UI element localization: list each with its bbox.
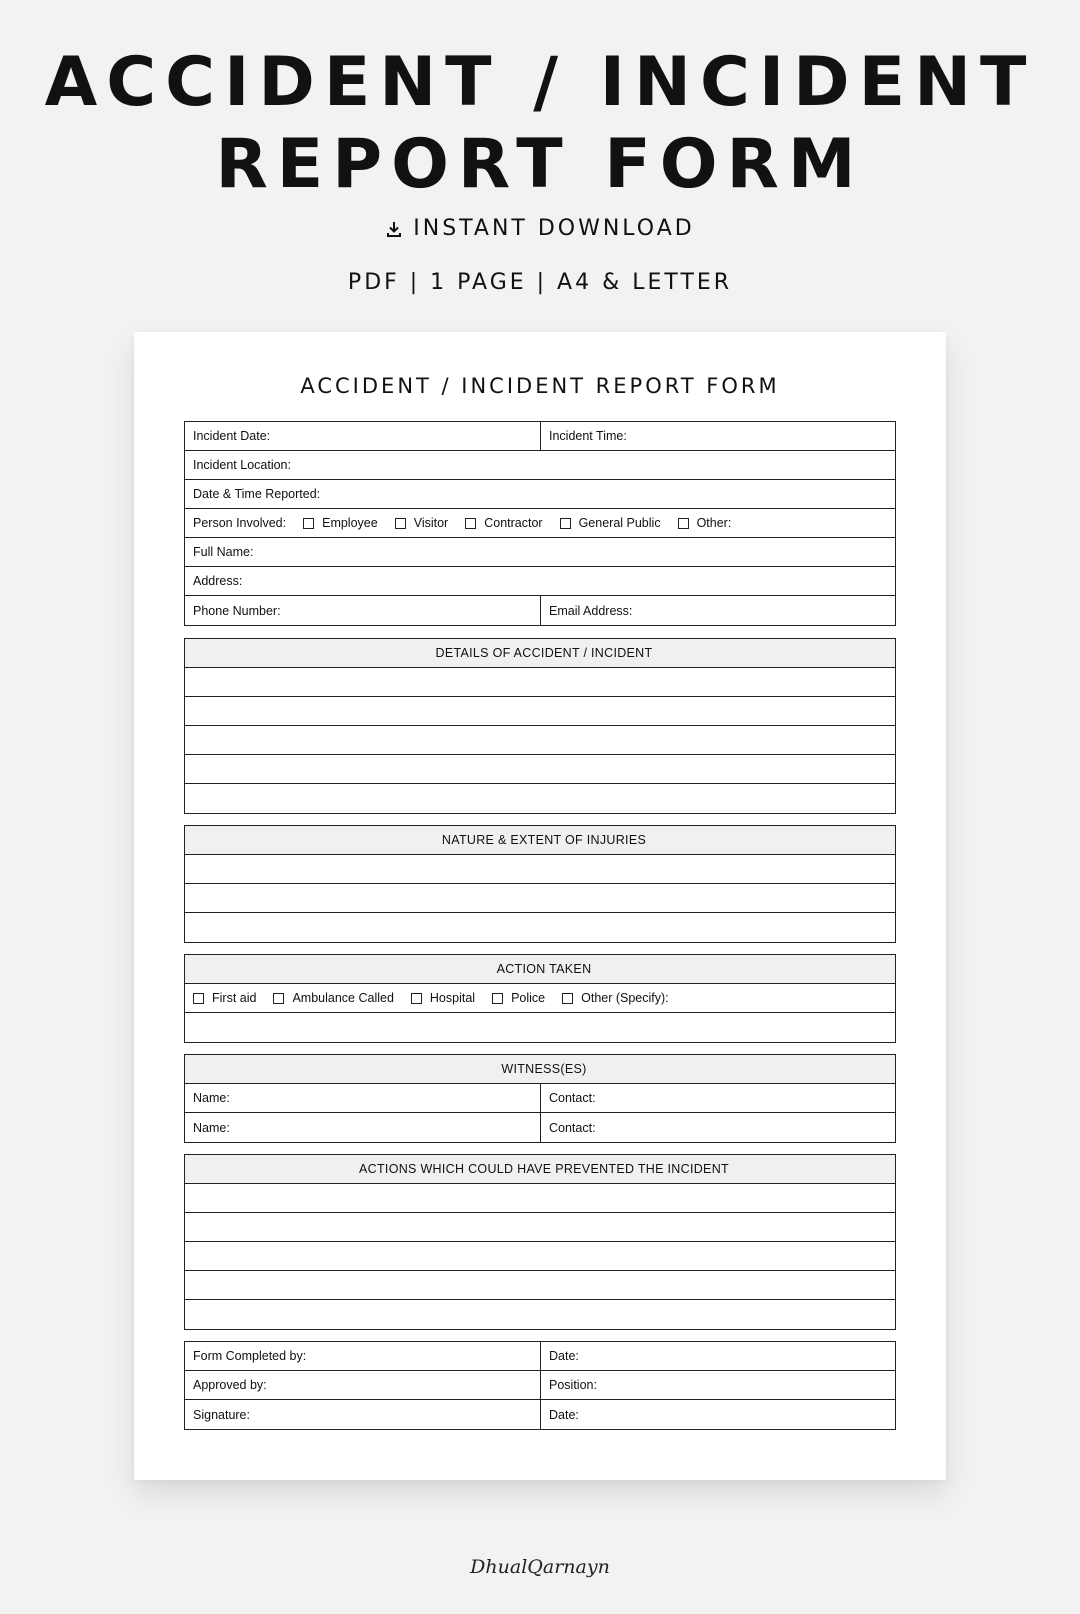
action-taken-block <box>184 954 896 1043</box>
banner-title-line1: ACCIDENT / INCIDENT <box>44 43 1036 122</box>
brand-signature: DhualQarnayn <box>470 1556 610 1578</box>
signature-field[interactable]: Signature: <box>193 1407 250 1422</box>
table-row <box>185 1113 895 1142</box>
checkbox-icon[interactable] <box>562 993 573 1004</box>
injuries-line[interactable] <box>185 884 895 913</box>
prevention-line[interactable] <box>185 1242 895 1271</box>
email-field[interactable]: Email Address: <box>540 596 895 625</box>
position-field[interactable]: Position: <box>540 1371 895 1399</box>
completed-by-field[interactable]: Form Completed by: <box>193 1349 307 1363</box>
details-header: DETAILS OF ACCIDENT / INCIDENT <box>185 639 895 667</box>
person-involved-label: Person Involved: <box>193 516 287 530</box>
action-line[interactable] <box>185 1013 895 1042</box>
signature-date-field[interactable]: Date: <box>540 1400 895 1429</box>
witness-header: WITNESS(ES) <box>185 1055 895 1083</box>
prevention-line[interactable] <box>185 1184 895 1213</box>
checkbox-label: Employee <box>322 516 378 530</box>
witness-contact-field[interactable]: Contact: <box>540 1084 895 1112</box>
table-row <box>185 422 895 451</box>
checkbox-hospital[interactable] <box>411 991 475 1005</box>
general-info-block <box>184 421 896 626</box>
formats-line: PDF | 1 PAGE | A4 & LETTER <box>347 270 733 295</box>
table-row <box>185 480 895 509</box>
checkbox-label: General Public <box>578 516 661 530</box>
injuries-line[interactable] <box>185 855 895 884</box>
checkbox-label: Ambulance Called <box>292 991 394 1005</box>
incident-date-field[interactable]: Incident Date: <box>193 429 271 443</box>
instant-download-label: INSTANT DOWNLOAD <box>413 216 695 241</box>
witness-name-field[interactable]: Name: <box>193 1091 230 1105</box>
download-icon <box>385 220 403 238</box>
witness-name-field[interactable]: Name: <box>193 1120 230 1135</box>
table-row <box>185 1342 895 1371</box>
banner-title-line2: REPORT FORM <box>215 125 865 204</box>
action-header: ACTION TAKEN <box>185 955 895 983</box>
table-row <box>185 538 895 567</box>
prevention-line[interactable] <box>185 1271 895 1300</box>
checkbox-icon[interactable] <box>411 993 422 1004</box>
checkbox-icon[interactable] <box>560 518 571 529</box>
checkbox-label: Police <box>511 991 546 1005</box>
table-row <box>185 955 895 984</box>
full-name-field[interactable]: Full Name: <box>193 545 254 559</box>
table-row <box>185 1055 895 1084</box>
checkbox-employee[interactable] <box>303 516 378 530</box>
form-sheet <box>134 332 946 1480</box>
table-row <box>185 567 895 596</box>
details-line[interactable] <box>185 784 895 813</box>
injuries-block <box>184 825 896 943</box>
witness-contact-field[interactable]: Contact: <box>540 1113 895 1142</box>
banner-title <box>0 42 1080 206</box>
details-line[interactable] <box>185 697 895 726</box>
prevention-header: ACTIONS WHICH COULD HAVE PREVENTED THE INCIDENT <box>185 1155 895 1183</box>
signoff-block <box>184 1341 896 1430</box>
instant-download <box>0 216 1080 241</box>
completed-date-field[interactable]: Date: <box>540 1342 895 1370</box>
checkbox-label: Hospital <box>429 991 476 1005</box>
incident-time-field[interactable]: Incident Time: <box>540 422 895 450</box>
details-line[interactable] <box>185 668 895 697</box>
incident-location-field[interactable]: Incident Location: <box>193 458 291 472</box>
table-row <box>185 1371 895 1400</box>
checkbox-first-aid[interactable] <box>193 991 256 1005</box>
checkbox-ambulance[interactable] <box>273 991 393 1005</box>
address-field[interactable]: Address: <box>193 574 243 588</box>
checkbox-icon[interactable] <box>678 518 689 529</box>
form-title: ACCIDENT / INCIDENT REPORT FORM <box>300 374 780 398</box>
approved-by-field[interactable]: Approved by: <box>193 1378 267 1392</box>
checkbox-contractor[interactable] <box>465 516 542 530</box>
phone-field[interactable]: Phone Number: <box>193 603 281 618</box>
checkbox-other[interactable] <box>678 516 732 530</box>
details-block <box>184 638 896 814</box>
checkbox-icon[interactable] <box>465 518 476 529</box>
checkbox-icon[interactable] <box>273 993 284 1004</box>
checkbox-icon[interactable] <box>193 993 204 1004</box>
checkbox-label: Other (Specify): <box>581 991 669 1005</box>
table-row <box>185 509 895 538</box>
witness-block <box>184 1054 896 1143</box>
table-row <box>185 451 895 480</box>
prevention-line[interactable] <box>185 1213 895 1242</box>
action-options <box>185 984 895 1012</box>
prevention-block <box>184 1154 896 1330</box>
table-row <box>185 639 895 668</box>
table-row <box>185 984 895 1013</box>
date-time-reported-field[interactable]: Date & Time Reported: <box>193 487 321 501</box>
checkbox-police[interactable] <box>492 991 545 1005</box>
prevention-line[interactable] <box>185 1300 895 1329</box>
checkbox-label: Visitor <box>413 516 449 530</box>
person-involved-field <box>185 509 895 537</box>
table-row <box>185 826 895 855</box>
table-row <box>185 596 895 625</box>
checkbox-icon[interactable] <box>492 993 503 1004</box>
details-line[interactable] <box>185 755 895 784</box>
checkbox-visitor[interactable] <box>395 516 449 530</box>
table-row <box>185 1084 895 1113</box>
checkbox-label: Other: <box>696 516 732 530</box>
checkbox-icon[interactable] <box>395 518 406 529</box>
checkbox-label: Contractor <box>484 516 543 530</box>
injuries-line[interactable] <box>185 913 895 942</box>
table-row <box>185 1400 895 1429</box>
details-line[interactable] <box>185 726 895 755</box>
injuries-header: NATURE & EXTENT OF INJURIES <box>185 826 895 854</box>
checkbox-icon[interactable] <box>303 518 314 529</box>
checkbox-general-public[interactable] <box>560 516 661 530</box>
checkbox-other-specify[interactable] <box>562 991 669 1005</box>
table-row <box>185 1155 895 1184</box>
checkbox-label: First aid <box>212 991 257 1005</box>
